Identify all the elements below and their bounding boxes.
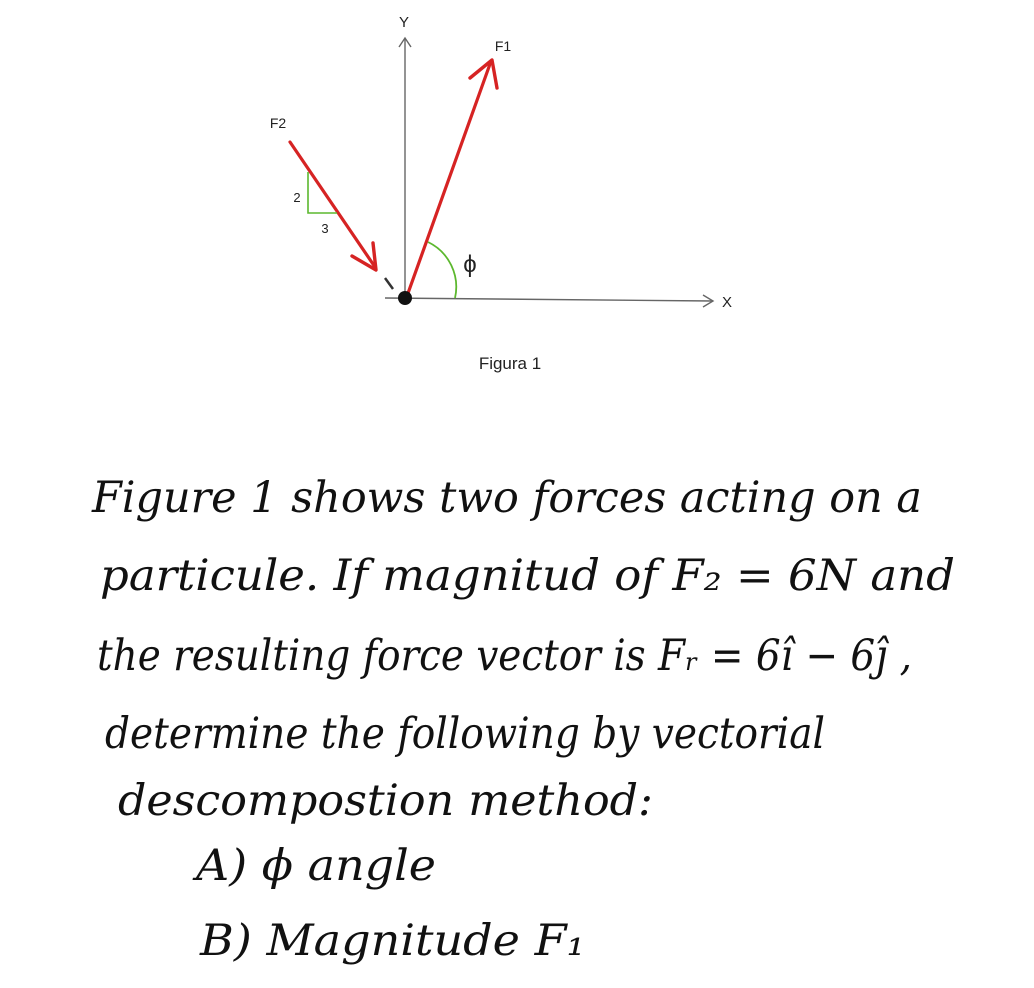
problem-line-3: the resulting force vector is Fᵣ = 6î − 6ĵ , [97, 631, 912, 681]
force-f2-arrowhead [352, 243, 376, 270]
problem-statement [91, 473, 955, 966]
force-f2-arrow [290, 142, 375, 267]
problem-line-2: particule. If magnitud of F₂ = 6N and [100, 551, 955, 601]
x-axis [385, 298, 713, 301]
problem-line-4: determine the following by vectorial [105, 709, 825, 759]
question-a: A) ϕ angle [191, 841, 436, 891]
slope-run-label: 3 [321, 221, 329, 236]
problem-line-1: Figure 1 shows two forces acting on a [91, 473, 922, 523]
question-b: B) Magnitude F₁ [198, 916, 585, 966]
force-f2-label: F2 [269, 115, 287, 131]
angle-phi-arc [428, 242, 456, 298]
x-axis-label: X [721, 294, 733, 311]
force-f2-extension-dash [385, 278, 393, 289]
angle-phi-label: ϕ [463, 251, 477, 278]
slope-rise-label: 2 [293, 190, 301, 205]
force-f1-label: F1 [494, 38, 512, 54]
figure-caption: Figura 1 [478, 354, 542, 373]
particle-dot [398, 291, 412, 305]
problem-line-5: descompostion method: [118, 776, 653, 826]
y-axis-label: Y [398, 14, 410, 31]
